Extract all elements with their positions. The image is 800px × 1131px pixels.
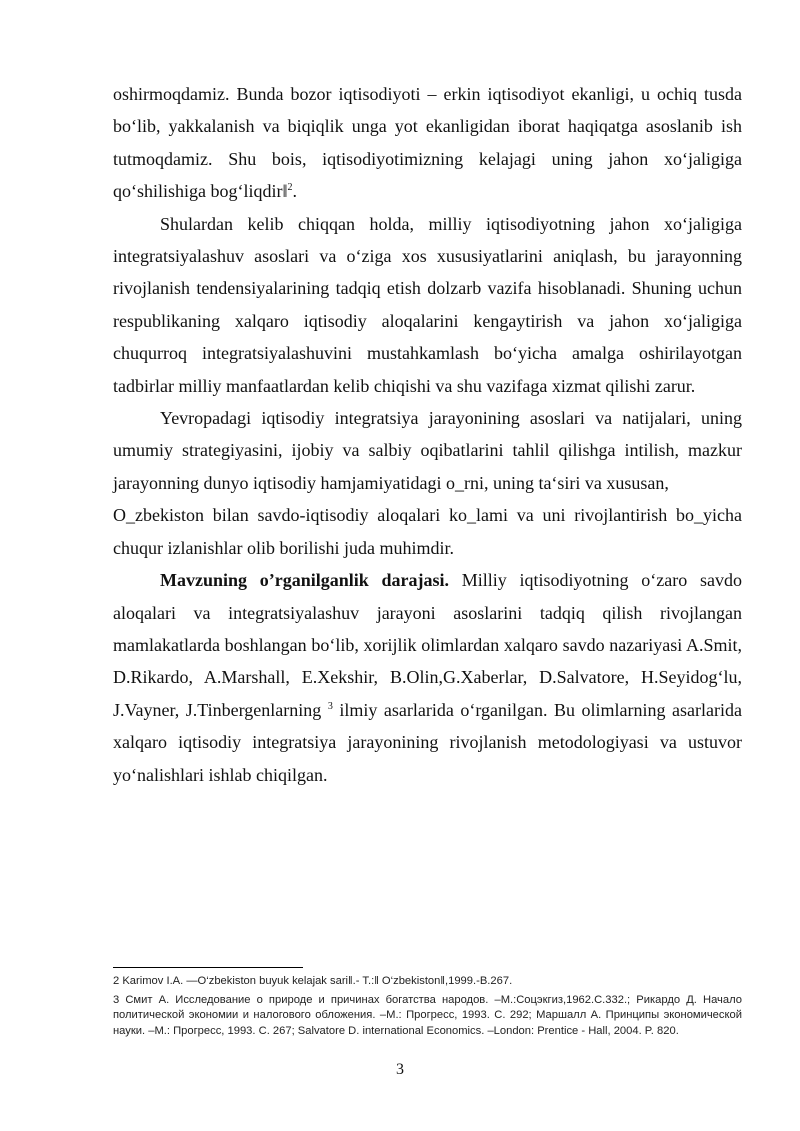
footnotes (113, 974, 742, 1042)
paragraph-3-line-1: Yevropadagi iqtisodiy integratsiya jarayonining asoslari va natijalari, uning umumiy strategiyasini, ijobiy va salbiy oqibatlarini tahlil qilishga intilish, mazkur jarayonning dunyo iqtisodiy hamjamiyatidagi o_rni, uning ta‘siri va xususan, (113, 408, 742, 493)
footnote-ref-3: 3 (327, 700, 333, 712)
paragraph-4-text: Milliy iqtisodiyotning o‘zaro savdo aloqalari va integratsiyalashuv jarayoni asoslarini tadqiq qilish rivojlangan mamlakatlarda boshlangan bo‘lib, xorijlik olimlardan xalqaro savdo nazariyasi A.Smit, D.Rikardo, A.Marshall, E.Xekshir, B.Olin,G.Xaberlar, D.Salvatore, H.Seyidog‘lu, J.Vayner, J.Tinbergenlarning (113, 570, 743, 720)
paragraph-3-line-2: O_zbekiston bilan savdo-iqtisodiy aloqalari ko_lami va uni rivojlantirish bo_yicha chuqur izlanishlar olib borilishi juda muhimdir. (113, 505, 742, 558)
body-text (113, 78, 742, 791)
paragraph-1 (113, 78, 742, 208)
footnote-2: 2 Karimov I.A. ―O‘zbekiston buyuk kelajak sari‖.- T.:‖ O‘zbekiston‖,1999.-B.267. (113, 975, 513, 987)
paragraph-1-end: . (292, 181, 298, 202)
section-heading: Mavzuning o’rganilganlik darajasi. (160, 570, 450, 591)
footnote-ref-2: 2 (287, 182, 293, 194)
footnote-3: 3 Смит А. Иcследование о природе и причинах богатства народов. –М.:Соцэкгиз,1962.С.332.; Рикардо Д. Начало политической экономии и налогового обложения. –М.: Прогресс, 1993. С. 292; Маршалл А. Принципы экономической науки. –М.: Прогресс, 1993. С. 267; Salvatore D. international Economics. –London: Prentice - Hall, 2004. P. 820. (113, 993, 742, 1037)
footnote-separator (113, 967, 303, 968)
paragraph-1-text: oshirmoqdamiz. Bunda bozor iqtisodiyoti – erkin iqtisodiyot ekanligi, u ochiq tusda bo‘lib, yakkalanish va biqiqlik unga yot ekanligidan iborat haqiqatga asoslanib ish tutmoqdamiz. Shu bois, iqtisodiyotimizning kelajagi uning jahon xo‘jaligiga qo‘shilishiga bog‘liqdir‖ (113, 84, 742, 202)
paragraph-3 (113, 402, 742, 564)
paragraph-2: Shulardan kelib chiqqan holda, milliy iqtisodiyotning jahon xo‘jaligiga integratsiyalashuv asoslari va o‘ziga xos xususiyatlarini aniqlash, bu jarayonning rivojlanish tendensiyalarining tadqiq etish dolzarb vazifa hisoblanadi. Shuning uchun respublikaning xalqaro iqtisodiy aloqalarini kengaytirish va jahon xo‘jaligiga chuqurroq integratsiyalashuvini mustahkamlash bo‘yicha amalga oshirilayotgan tadbirlar milliy manfaatlardan kelib chiqishi va shu vazifaga xizmat qilishi zarur. (113, 213, 742, 396)
paragraph-4 (113, 564, 742, 791)
page-number: 3 (396, 1061, 404, 1078)
paragraph-4-end: ilmiy asarlarida o‘rganilgan. Bu olimlarning asarlarida xalqaro iqtisodiy integratsiya jarayonining rivojlanish metodologiyasi va ustuvor yo‘nalishlari ishlab chiqilgan. (113, 699, 742, 785)
